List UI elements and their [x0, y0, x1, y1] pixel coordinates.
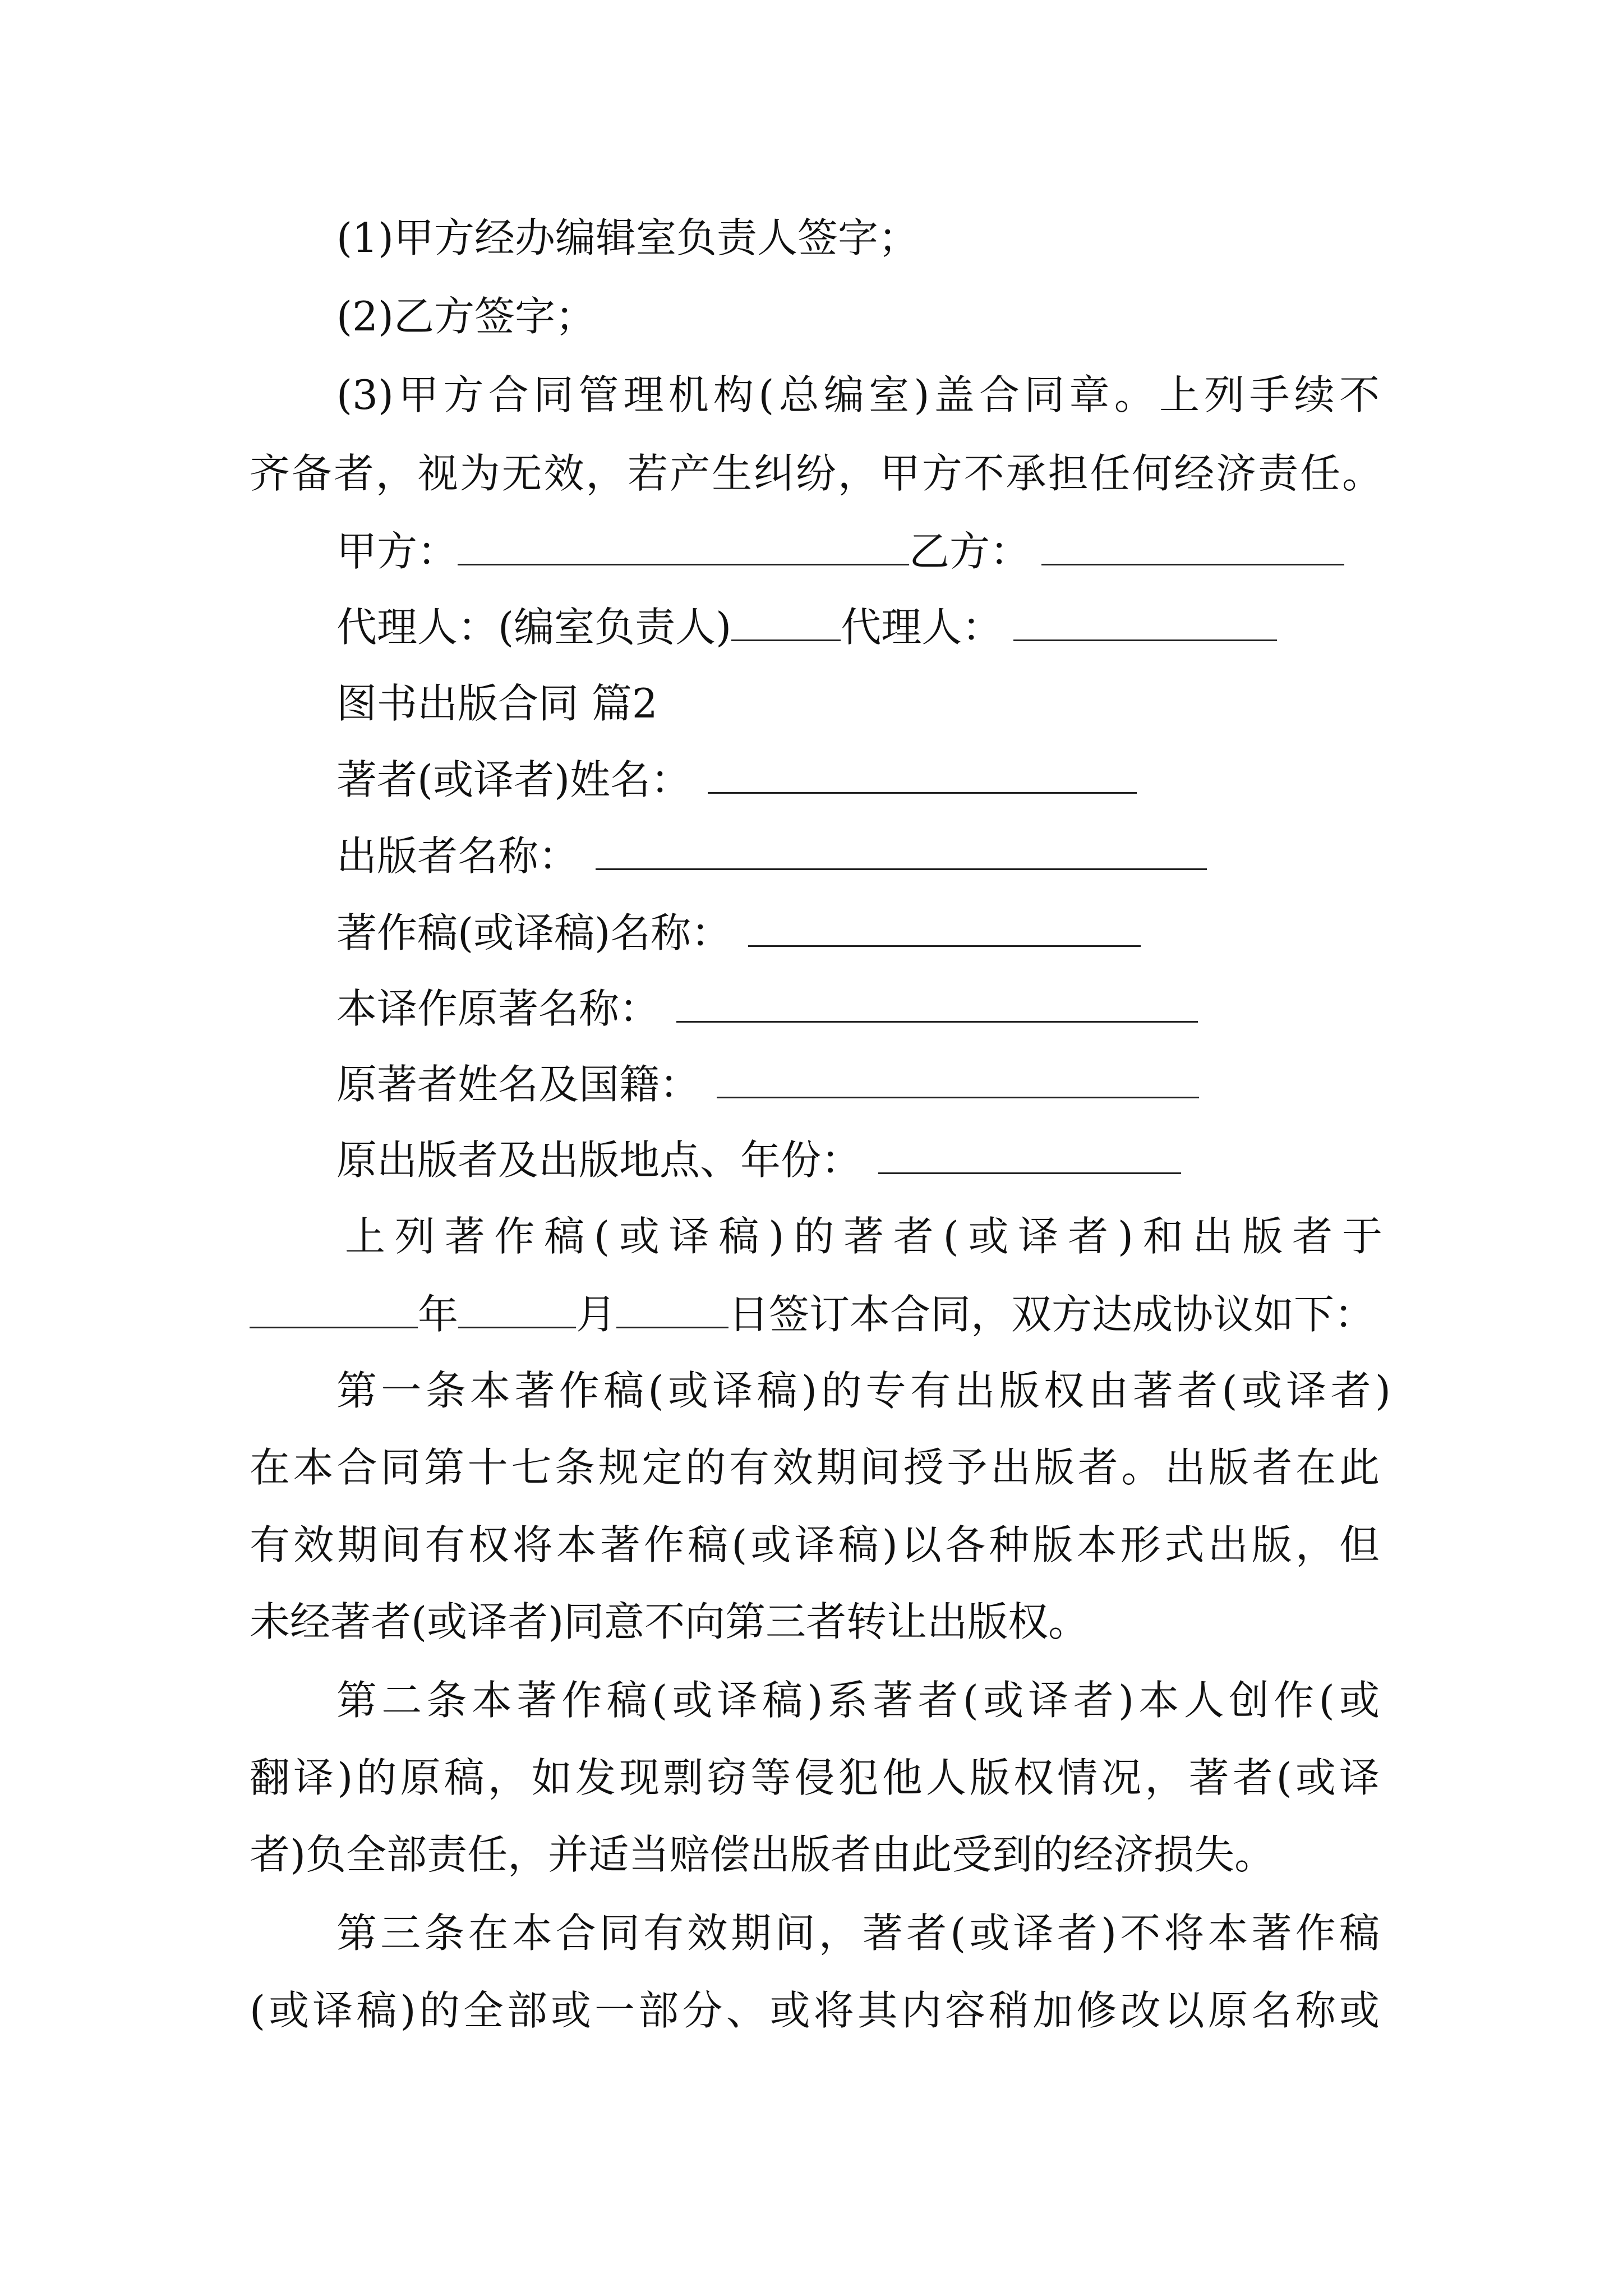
field-line-manuscript	[336, 909, 1141, 956]
year-label: 年	[418, 1291, 459, 1338]
field-label: 原出版者及出版地点、年份：	[336, 1137, 862, 1184]
signature-line-agents	[336, 604, 1277, 651]
agent-b-label: 代理人：	[841, 604, 1003, 651]
agent-a-label: 代理人：(编室负责人)	[336, 604, 732, 651]
signature-line-party-a-b	[336, 528, 1344, 575]
field-blank	[878, 1139, 1181, 1174]
text-line	[336, 371, 1380, 418]
section-title: 图书出版合同 篇2	[336, 680, 658, 727]
field-blank	[708, 758, 1137, 794]
text-line-content: 有效期间有权将本著作稿(或译稿)以各种版本形式出版，但	[250, 1521, 1380, 1568]
field-blank	[596, 835, 1207, 870]
date-line	[250, 1291, 1375, 1338]
text-line-content: 第二条本著作稿(或译稿)系著者(或译者)本人创作(或	[336, 1677, 1380, 1724]
field-line-original-title	[336, 985, 1198, 1032]
party-a-label: 甲方：	[336, 528, 458, 575]
text-line	[250, 1987, 1380, 2034]
text-line-content: (或译稿)的全部或一部分、或将其内容稍加修改以原名称或	[250, 1987, 1380, 2034]
field-label: 原著者姓名及国籍：	[336, 1061, 700, 1108]
year-blank	[250, 1293, 418, 1328]
text-line: (1)甲方经办编辑室负责人签字；	[336, 214, 919, 261]
text-line	[250, 450, 1382, 497]
agent-a-blank	[731, 606, 841, 641]
field-blank	[717, 1063, 1199, 1098]
day-blank	[616, 1293, 728, 1328]
month-blank	[458, 1293, 576, 1328]
text-line	[250, 1754, 1380, 1801]
text-line: (2)乙方签字；	[336, 293, 596, 340]
field-label: 出版者名称：	[336, 832, 579, 880]
party-b-label: 乙方：	[909, 528, 1031, 575]
text-line-content: (3)甲方合同管理机构(总编室)盖合同章。上列手续不	[336, 371, 1380, 418]
field-line-original-author	[336, 1061, 1199, 1108]
party-b-blank	[1041, 530, 1344, 565]
text-line-content: 第三条在本合同有效期间，著者(或译者)不将本著作稿	[336, 1910, 1380, 1957]
text-line-content: 翻译)的原稿，如发现剽窃等侵犯他人版权情况，著者(或译	[250, 1754, 1380, 1801]
text-line: 者)负全部责任，并适当赔偿出版者由此受到的经济损失。	[250, 1831, 1275, 1878]
field-label: 著者(或译者)姓名：	[336, 756, 691, 803]
agent-b-blank	[1013, 606, 1277, 641]
text-line	[345, 1213, 1382, 1260]
text-line-content: 在本合同第十七条规定的有效期间授予出版者。出版者在此	[250, 1444, 1380, 1491]
text-line-content: 上列著作稿(或译稿)的著者(或译者)和出版者于	[345, 1213, 1382, 1260]
field-label: 著作稿(或译稿)名称：	[336, 909, 732, 956]
text-line: 未经著者(或译者)同意不向第三者转让出版权。	[250, 1598, 1089, 1645]
party-a-blank	[458, 530, 909, 565]
day-label: 日签订本合同，双方达成协议如下：	[728, 1291, 1375, 1338]
text-line	[336, 1367, 1391, 1414]
text-line	[250, 1521, 1380, 1568]
text-line-content: 第一条本著作稿(或译稿)的专有出版权由著者(或译者)	[336, 1367, 1391, 1414]
field-line-original-publisher	[336, 1137, 1181, 1184]
text-line	[250, 1444, 1380, 1491]
field-line-author	[336, 756, 1137, 803]
field-label: 本译作原著名称：	[336, 985, 660, 1032]
field-blank	[676, 987, 1198, 1023]
text-line-content: 齐备者，视为无效，若产生纠纷，甲方不承担任何经济责任。	[250, 450, 1382, 497]
field-line-publisher	[336, 832, 1207, 880]
text-line	[336, 1910, 1380, 1957]
month-label: 月	[576, 1291, 617, 1338]
field-blank	[748, 912, 1141, 947]
text-line	[336, 1677, 1380, 1724]
